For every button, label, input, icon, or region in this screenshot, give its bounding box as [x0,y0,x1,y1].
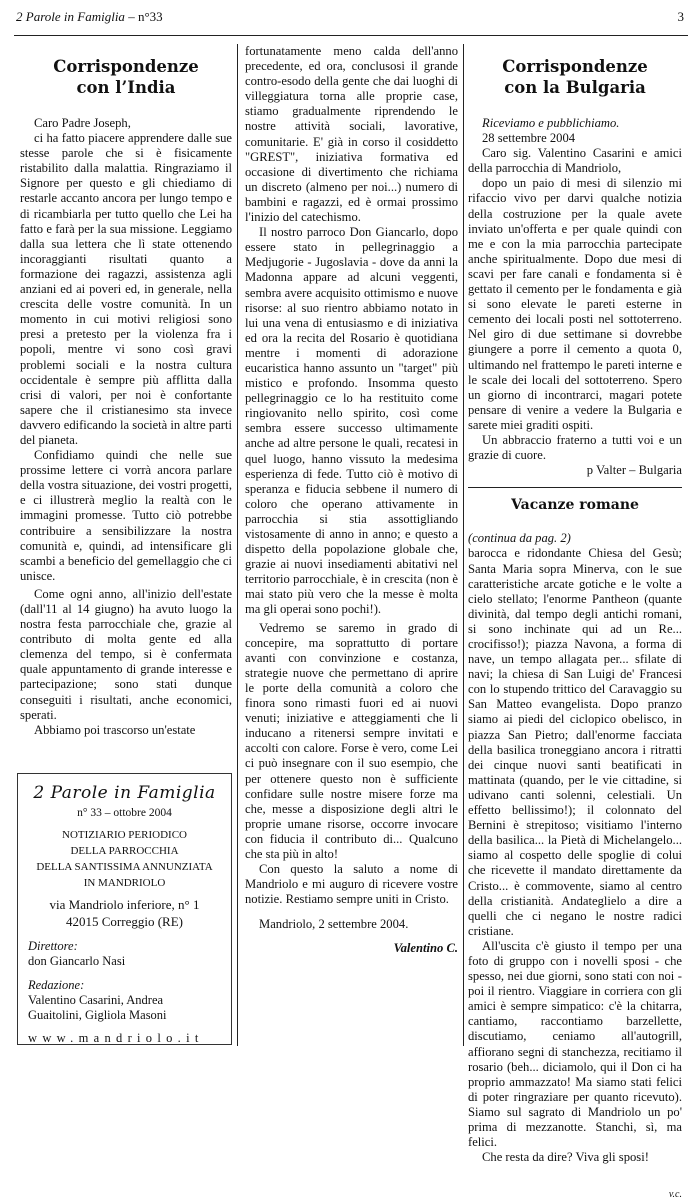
editorial-names: Valentino Casarini, Andrea [28,993,164,1007]
paragraph: Abbiamo poi trascorso un'estate [34,722,196,737]
masthead-address [18,897,231,930]
masthead-description [18,827,231,891]
paragraph: barocca e ridondante Chiesa del Gesù; Santa Maria sopra Minerva, con le sue caratteristiche arcate gotiche e le volte a cielo stellato; l'enorme Pantheon (quante divinità, dal tempo degli antichi romani, si sono inchinate qui ad un Re... crocifisso!); piazza Navona, a forma di nave, un tempo allagata per... sfilate di navi; la chiesa di San Luigi de' Francesi con lo stupendo trittico del Caravaggio su San Matteo evangelista. Dopo pranzo siamo ai piedi del ciclopico obelisco, in piazza San Pietro; dall'enorme facciata della basilica troneggiano ancora i ritratti dei cinque nuovi santi beatificati in mattinata (quando, per le vie cittadine, si udivano canti solenni, celestiali. Un effetto bellissimo!); il colonnato del Bernini è strepitoso; visitiamo l'interno della basilica... la Pietà di Michelangelo... siamo al cospetto delle spoglie di colui che ricevette il mandato direttamente da Cristo... è commovente, siamo al centro della cristianità. Andateglielo a dire a quelli che ci negano le nostre radici cristiane. [468,546,682,938]
paragraph: dopo un paio di mesi di silenzio mi rifaccio vivo per darvi qualche notizia della costruzione per la quale avete inviato un'offerta e per quale quindi con me e con la mia parrocchia partecipate anche spiritualmente. Dopo due mesi di scavi per fare canali e fondamenta si è gettato il cemento per le fondamenta e già si sono elevate le pareti esterne in cemento dei locali posti nel sottoterreno. Nel giro di due settimane si dovrebbe giungere a porre il cemento a quota 0, ultimando nel frattempo le pareti interne e le scale dei locali del sottoterreno. Spero un giorno di incontrarci, magari potete pensare di venire a vedere la Bulgaria e sarete miei graditi ospiti. [468,176,682,432]
header-rule [14,35,688,36]
publication-title [16,9,163,25]
title-line-1: Corrispondenze [502,57,648,76]
masthead-issue: n° 33 – ottobre 2004 [77,807,172,819]
article-india [20,44,232,738]
signature: v.c. [668,1189,682,1201]
column-divider-1 [237,44,238,1046]
signature: p Valter – Bulgaria [586,463,682,478]
salutation: Caro sig. Valentino Casarini e amici della parrocchia di Mandriolo, [468,146,682,176]
director-label: Direttore: [28,939,78,953]
column-divider-2 [463,44,464,1046]
desc-line: IN MANDRIOLO [83,877,166,889]
paragraph: Come ogni anno, all'inizio dell'estate (dall'11 al 14 giugno) ha avuto luogo la nostra festa parrocchiale che, grazie al contributo di molta gente ed alla clemenza del tempo, si è confermata quale appuntamento di grande interesse e partecipazione; sono stati dunque conseguiti i risultati, anche economici, sperati. [20,586,232,722]
page-number: 3 [677,9,684,24]
paragraph: All'uscita c'è giusto il tempo per una foto di gruppo con i novelli sposi - che spesso, nei due giorni, sono stati con noi - poi il rientro. Viaggiare in corriera con gli amici è sempre simpatico: c'è la chitarra, cantiamo, raccontiamo barzellette, discutiamo, ceniamo all'autogrill, affiorano segni di stanchezza, recitiamo il rosario (beh... diciamolo, qui il Don ci ha proprio ammazzato! Ma siamo stati felici di poter ringraziare per quanto ricevuto). Siamo sul sagrato di Mandriolo un po' prima di mezzanotte. Stanchi, sì, ma felici. [468,938,682,1150]
website-link[interactable]: www.mandriolo.it [28,1031,204,1045]
paragraph: Vedremo se saremo in grado di concepire, ma soprattutto di portare avanti con convinzione e costanza, strategie nuove che permettano di aprire le porte della comunità a coloro che finora sono rimasti fuori ed ai nuovi venuti; iniziative e atteggiamenti che li inducano a ritenersi sempre invitati e accolti con calore. Forse è vero, come Lei ci può insegnare con il suo esempio, che per ottenere questo non è sufficiente confidare sulle nostre misere forze ma che, messe a disposizione degli altri le proprie umane risorse, occorre invocare con fiducia il contributo di... Qualcuno che sta più in alto! [245,620,458,861]
editorial-label: Redazione: [28,978,85,992]
paragraph: Con questo la saluto a nome di Mandriolo e mi auguro di ricevere vostre notizie. Restiamo sempre uniti in Cristo. [245,862,458,907]
desc-line: NOTIZIARIO PERIODICO [62,829,187,841]
signature: Valentino C. [393,941,458,956]
date-line: Mandriolo, 2 settembre 2004. [259,917,409,932]
address-line: via Mandriolo inferiore, n° 1 [49,897,200,912]
paragraph: Il nostro parroco Don Giancarlo, dopo essere stato in pellegrinaggio a Medjugorie - Jugoslavia - dove da anni la Madonna appare ad alcuni veggenti, sembra avere acquisito ottimismo e nuove risorse: al suo rientro abbiamo notato in lui una vena di entusiasmo e di iniziativa ed ora la recita del Rosario è quotidiana mentre i momenti di adorazione eucaristica hanno assunto un "target" più mistico e profondo. Insomma questo pellegrinaggio ce lo ha restituito come ringiovanito nello spirito, così come sembra essere successo ultimamente anche ad altre persone le quali, recatesi in quel luogo, hanno vissuto la medesima esperienza di fede. Tutto ciò è motivo di speranza e fiducia sebbene il numero di coloro che operano attivamente in parrocchia si stia assottigliando vistosamente di anno in anno; e questo a dispetto della popolazione globale che, grazie ai nuovi insediamenti abitativi nel territorio parrocchiale, è in crescita (non è mai stato più vero che la messe è molta ma gli operai sono pochi!). [245,225,458,617]
article-bulgaria [468,44,682,1202]
title-line-2: con la Bulgaria [504,78,646,97]
address-line: 42015 Correggio (RE) [66,913,183,929]
intro-note: Riceviamo e pubblichiamo. [482,116,620,130]
director-name: don Giancarlo Nasi [28,954,126,968]
paragraph: ci ha fatto piacere apprendere dalle sue stesse parole che si è fisicamente ristabilito dalla malattia. Ringraziamo il Signore per questo e gli chiediamo di restarle accanto ancora per lungo tempo e di ricambiarla per tutto quello che Lei ha fatto e farà per la sua missione. Leggiamo dalla sua lettera che lì state ottenendo incoraggianti risultati quanto a formazione dei ragazzi, assistenza agli anziani ed ai poveri ed, in generale, nella crescita delle vostre comunità. In un momento in cui motivi religiosi sono presi a pretesto per la violenza fra i popoli, mentre vi sono così gravi problemi sociali e la nostra cultura occidentale è sempre più afflitta dalla crisi di valori, per noi è confortante sapere che il cristianesimo sta invece davvero edificando la società in altre parti del pianeta. [20,131,232,447]
paragraph: Che resta da dire? Viva gli sposi! [482,1150,649,1165]
masthead-title: 2 Parole in Famiglia [33,783,216,803]
issue-number: – n°33 [124,9,163,24]
section-rule [468,487,682,488]
editorial-block [18,978,231,1023]
letter-date: 28 settembre 2004 [482,131,576,146]
article-title-india [20,56,232,98]
masthead-box [17,773,232,1045]
paragraph: fortunatamente meno calda dell'anno precedente, ed ora, conclusosi il grande contro-esodo della gente che dai luoghi di villeggiatura torna alle proprie case, stiamo gradualmente riprendendo le nostre attività sociali, lavorative, comunitarie. E' già in corso il cosiddetto "GREST", iniziativa formativa ed occasione di divertimento che richiama un discreto (almeno per noi...) numero di bambini e ragazzi, ed è ormai prossimo l'inizio del catechismo. [245,44,458,225]
paragraph: Confidiamo quindi che nelle sue prossime lettere ci vorrà ancora parlare della vostra situazione, dei vostri progetti, e ci illustrerà meglio la realtà con le immagini promesse. Tutto ciò potrebbe contribuire a sensibilizzare la nostra comunità e, quindi, ad intensificare gli scambi a beneficio del gemellaggio che ci unisce. [20,448,232,583]
article-india-continued [245,44,458,957]
paragraph: Un abbraccio fraterno a tutti voi e un grazie di cuore. [468,432,682,463]
title-line-2: con l’India [76,78,176,97]
article-title-bulgaria [468,56,682,98]
article-title-vacanze: Vacanze romane [511,497,639,514]
salutation: Caro Padre Joseph, [34,116,131,130]
running-header [16,6,686,28]
director-block [18,939,231,969]
continued-note: (continua da pag. 2) [468,531,571,546]
title-line-1: Corrispondenze [53,57,199,76]
publication-name: 2 Parole in Famiglia [16,9,125,24]
desc-line: DELLA SANTISSIMA ANNUNZIATA [36,861,213,873]
editorial-names: Guaitolini, Gigliola Masoni [28,1008,167,1022]
desc-line: DELLA PARROCCHIA [70,845,179,857]
